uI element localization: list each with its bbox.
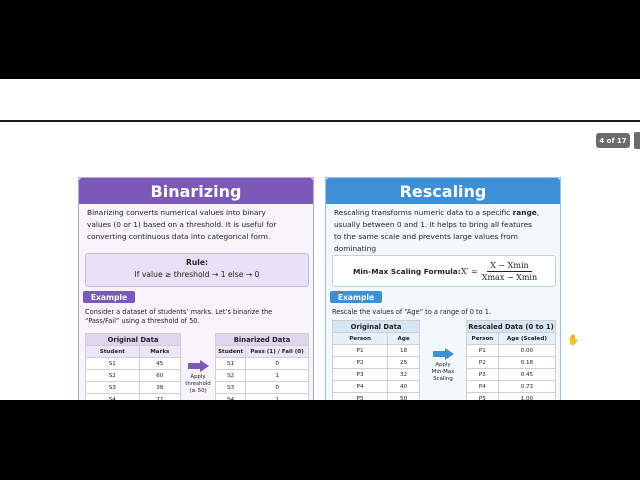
table-row [216, 394, 309, 401]
right-arrow-icon [433, 348, 454, 360]
table-cell: S3 [86, 382, 140, 394]
table-cell: 25 [388, 357, 420, 369]
original-age-table [332, 320, 420, 400]
table-cell: P2 [467, 357, 499, 369]
table-cell: P5 [333, 393, 388, 401]
binarizing-desc-line-3: converting continuous data into categorical form. [87, 232, 271, 241]
binarizing-example-tag: Example [83, 291, 135, 303]
table-row [86, 370, 181, 382]
table-cell: 0.73 [498, 381, 555, 393]
formula-numerator: X − Xmin [487, 261, 531, 272]
table-cell: 1 [246, 394, 309, 401]
table-row [467, 345, 556, 357]
rule-box [85, 253, 309, 287]
table-row [333, 369, 420, 381]
table-caption: Binarized Data [216, 334, 309, 346]
column-header: Student [86, 346, 140, 358]
page-indicator[interactable]: 4 of 17 [596, 133, 630, 148]
binarized-table [215, 333, 309, 400]
hand-cursor-icon: ✋ [567, 335, 580, 346]
arrow-label-line: Scaling [433, 376, 453, 382]
arrow-label-line: threshold [185, 381, 211, 387]
slide-viewer [0, 79, 640, 400]
table-caption: Rescaled Data (0 to 1) [468, 322, 554, 331]
table-row [467, 369, 556, 381]
apply-min-max-arrow [426, 348, 460, 383]
table-cell: S2 [86, 370, 140, 382]
table-cell: 1 [246, 370, 309, 382]
table-cell: 72 [139, 394, 180, 401]
rescaling-example-tag: Example [330, 291, 382, 303]
next-page-tab[interactable] [634, 132, 640, 149]
rule-title: Rule: [185, 258, 209, 267]
rescaling-example-description: Rescale the values of “Age” to a range of 0 to 1. [332, 308, 492, 316]
table-row [216, 382, 309, 394]
table-row [216, 370, 309, 382]
table-cell: S2 [216, 370, 246, 382]
table-caption: Original Data [333, 321, 420, 333]
column-header: Marks [139, 346, 180, 358]
table-cell: 60 [139, 370, 180, 382]
table-cell: S4 [86, 394, 140, 401]
table-cell: 32 [388, 369, 420, 381]
table-cell: S4 [216, 394, 246, 401]
apply-threshold-arrow [183, 360, 213, 395]
table-cell: P4 [333, 381, 388, 393]
table-cell: 0.45 [498, 369, 555, 381]
binarizing-example-line-1: Consider a dataset of students’ marks. Let’s binarize the [85, 308, 273, 316]
column-header: Age (Scaled) [498, 333, 555, 345]
top-divider [0, 120, 640, 122]
formula-denominator: Xmax − Xmin [481, 272, 538, 282]
table-row [467, 393, 556, 401]
table-row [467, 381, 556, 393]
table-cell: 0.00 [498, 345, 555, 357]
rescaling-title: Rescaling [326, 178, 560, 204]
table-cell: 45 [139, 358, 180, 370]
binarizing-description [79, 204, 313, 246]
table-row [86, 382, 181, 394]
original-marks-table [85, 333, 181, 400]
table-row [86, 358, 181, 370]
desc-text: Rescaling transforms numeric data to a specific [334, 208, 513, 217]
table-caption: Original Data [86, 334, 181, 346]
table-cell: P5 [467, 393, 499, 401]
arrow-label [432, 362, 455, 383]
table-cell: P4 [467, 381, 499, 393]
table-row [333, 357, 420, 369]
binarizing-desc-line-1: Binarizing converts numerical values into binary [87, 208, 266, 217]
binarizing-example-description [85, 308, 309, 326]
table-cell: 0.18 [498, 357, 555, 369]
table-row [216, 358, 309, 370]
table-cell: S1 [86, 358, 140, 370]
table-cell: 50 [388, 393, 420, 401]
rescaled-table [466, 320, 556, 400]
rescaling-desc-line-1 [334, 207, 552, 219]
table-cell: 0 [246, 382, 309, 394]
table-row [467, 357, 556, 369]
table-row [333, 393, 420, 401]
column-header: Person [333, 333, 388, 345]
binarizing-title: Binarizing [79, 178, 313, 204]
arrow-label-line: Apply [435, 362, 451, 368]
desc-text: , [536, 208, 540, 217]
table-row [333, 381, 420, 393]
desc-bold-text: range [512, 208, 537, 217]
formula-lhs: X′ = [461, 266, 478, 276]
rescaling-panel [325, 177, 561, 400]
formula-label: Min-Max Scaling Formula: [353, 266, 461, 276]
table-cell: S1 [216, 358, 246, 370]
binarizing-desc-line-2: values (0 or 1) based on a threshold. It is useful for [87, 220, 277, 229]
table-cell: 38 [139, 382, 180, 394]
binarizing-panel [78, 177, 314, 400]
rule-text: If value ≥ threshold → 1 else → 0 [134, 270, 260, 279]
formula-box [332, 255, 556, 287]
table-cell: P1 [333, 345, 388, 357]
table-cell: 1.00 [498, 393, 555, 401]
table-cell: P2 [333, 357, 388, 369]
binarizing-example-line-2: “Pass/Fail” using a threshold of 50. [85, 317, 200, 325]
table-cell: P1 [467, 345, 499, 357]
table-cell: P3 [467, 369, 499, 381]
column-header: Person [467, 333, 499, 345]
arrow-label-line: Min-Max [431, 369, 455, 375]
arrow-label-line: (≥ 50) [189, 388, 207, 394]
rescaling-desc-line-3: to the same scale and prevents large values from dominating [334, 232, 518, 253]
table-cell: 0 [246, 358, 309, 370]
column-header: Student [216, 346, 246, 358]
table-row [86, 394, 181, 401]
right-arrow-icon [188, 360, 209, 372]
min-max-formula [461, 261, 537, 282]
table-cell: 40 [388, 381, 420, 393]
arrow-label [185, 374, 210, 395]
column-header: Pass (1) / Fail (0) [246, 346, 309, 358]
table-cell: S3 [216, 382, 246, 394]
column-header: Age [388, 333, 420, 345]
table-cell: 18 [388, 345, 420, 357]
table-cell: P3 [333, 369, 388, 381]
table-row [333, 345, 420, 357]
rescaling-desc-line-2: usually between 0 and 1. It helps to bring all features [334, 220, 532, 229]
arrow-label-line: Apply [190, 374, 206, 380]
